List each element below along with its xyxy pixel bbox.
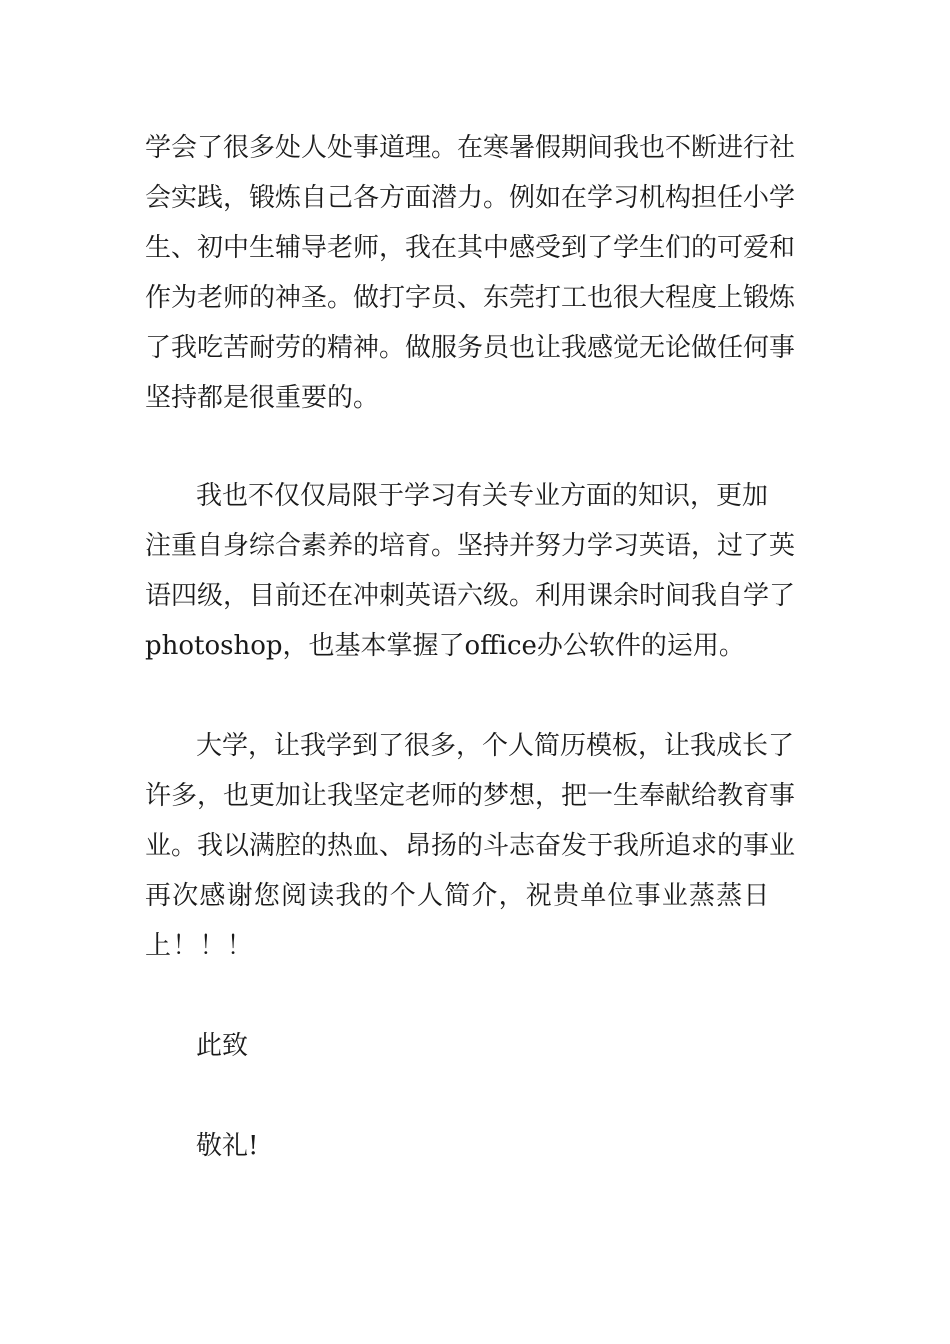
paragraph-1-line-6: 坚持都是很重要的。 [145,383,380,413]
paragraph-1-line-1: 学会了很多处人处事道理。在寒暑假期间我也不断进行社 [145,133,796,163]
paragraph-1-line-5: 了我吃苦耐劳的精神。做服务员也让我感觉无论做任何事 [145,333,796,363]
paragraph-2-line-1: 我也不仅仅局限于学习有关专业方面的知识，更加 [196,481,769,511]
paragraph-1-line-3: 生、初中生辅导老师，我在其中感受到了学生们的可爱和 [145,233,796,263]
closing-regards: 敬礼! [196,1131,259,1161]
paragraph-3-line-3: 业。我以满腔的热血、昂扬的斗志奋发于我所追求的事业 [145,831,796,861]
paragraph-3-line-4: 再次感谢您阅读我的个人简介，祝贵单位事业蒸蒸日 [145,881,771,911]
paragraph-1-line-2: 会实践，锻炼自己各方面潜力。例如在学习机构担任小学 [145,183,796,213]
paragraph-3-line-5: 上！！！ [145,931,254,961]
paragraph-2-line-4: photoshop，也基本掌握了office办公软件的运用。 [145,631,745,661]
paragraph-1-line-4: 作为老师的神圣。做打字员、东莞打工也很大程度上锻炼 [145,283,796,313]
paragraph-2-line-3: 语四级，目前还在冲刺英语六级。利用课余时间我自学了 [145,581,796,611]
closing-salutation: 此致 [196,1031,249,1061]
paragraph-2-line-2: 注重自身综合素养的培育。坚持并努力学习英语，过了英 [145,531,796,561]
paragraph-3-line-1: 大学，让我学到了很多，个人简历模板，让我成长了 [196,731,795,761]
paragraph-3-line-2: 许多，也更加让我坚定老师的梦想，把一生奉献给教育事 [145,781,796,811]
